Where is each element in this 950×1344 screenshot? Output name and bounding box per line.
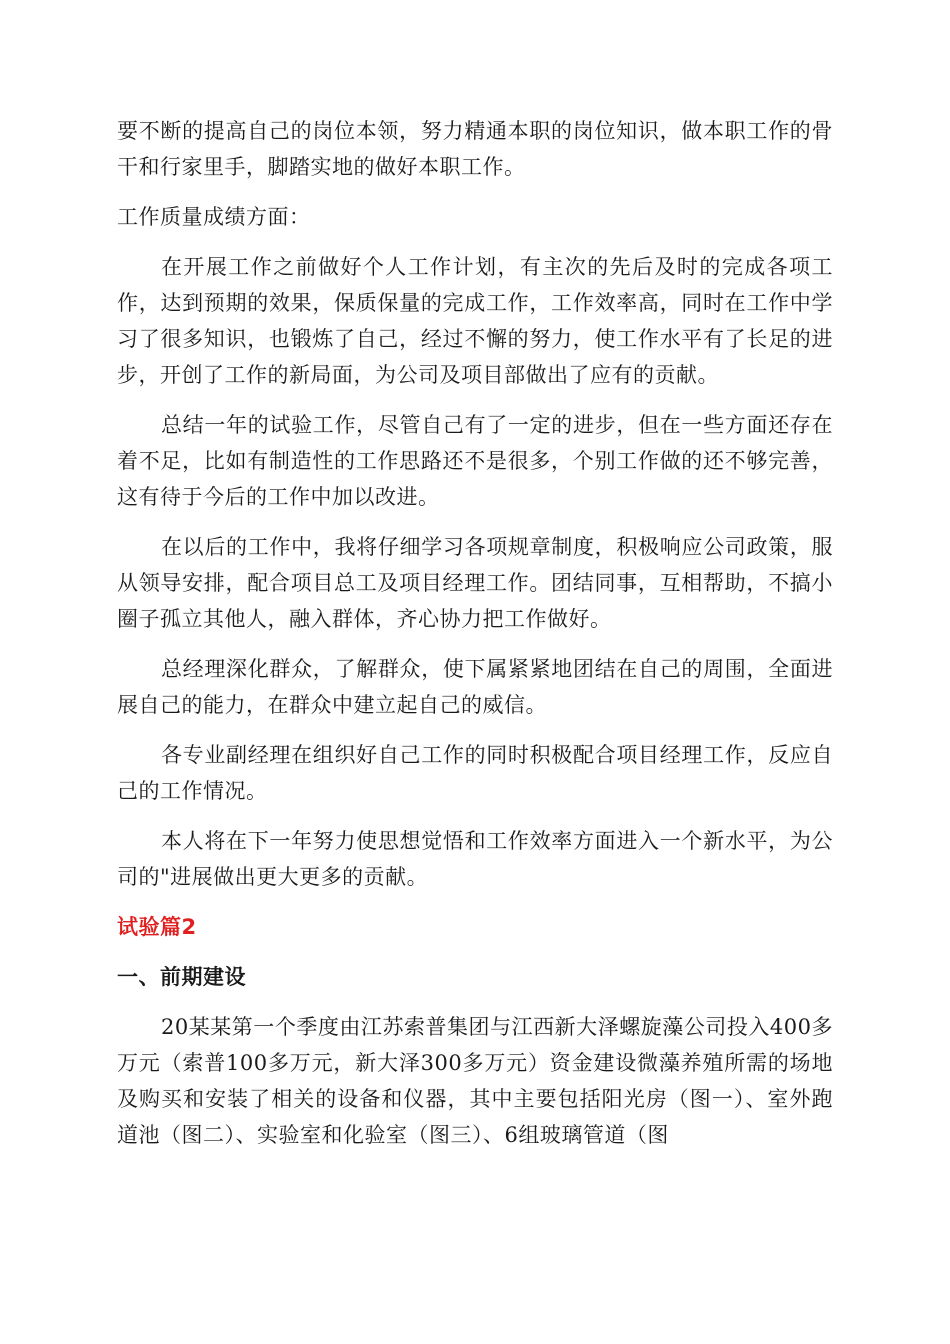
paragraph: 各专业副经理在组织好自己工作的同时积极配合项目经理工作，反应自己的工作情况。 (117, 743, 833, 803)
sub-title: 一、前期建设 (117, 965, 246, 989)
paragraph-continuation: 要不断的提高自己的岗位本领，努力精通本职的岗位知识，做本职工作的骨干和行家里手，脚踏实地的做好本职工作。 (117, 119, 833, 179)
paragraph: 总经理深化群众，了解群众，使下属紧紧地团结在自己的周围，全面进展自己的能力，在群众中建立起自己的威信。 (117, 657, 833, 717)
paragraph: 在开展工作之前做好个人工作计划，有主次的先后及时的完成各项工作，达到预期的效果，保质保量的完成工作，工作效率高，同时在工作中学习了很多知识，也锻炼了自己，经过不懈的努力，使工作水平有了长足的进步，开创了工作的新局面，为公司及项目部做出了应有的贡献。 (117, 255, 833, 387)
paragraph: 在以后的工作中，我将仔细学习各项规章制度，积极响应公司政策，服从领导安排，配合项目总工及项目经理工作。团结同事，互相帮助，不搞小圈子孤立其他人，融入群体，齐心协力把工作做好。 (117, 535, 833, 631)
paragraph-heading-quality: 工作质量成绩方面： (117, 205, 311, 229)
section-title: 试验篇2 (117, 915, 197, 939)
document-page (117, 113, 833, 1167)
paragraph: 本人将在下一年努力使思想觉悟和工作效率方面进入一个新水平，为公司的"进展做出更大更多的贡献。 (117, 829, 833, 889)
paragraph: 总结一年的试验工作，尽管自己有了一定的进步，但在一些方面还存在着不足，比如有制造性的工作思路还不是很多，个别工作做的还不够完善，这有待于今后的工作中加以改进。 (117, 413, 833, 509)
paragraph-last: 20某某第一个季度由江苏索普集团与江西新大泽螺旋藻公司投入400多万元（索普100多万元，新大泽300多万元）资金建设微藻养殖所需的场地及购买和安装了相关的设备和仪器，其中主要包括阳光房（图一）、室外跑道池（图二）、实验室和化验室（图三）、6组玻璃管道（图 (117, 1015, 833, 1147)
